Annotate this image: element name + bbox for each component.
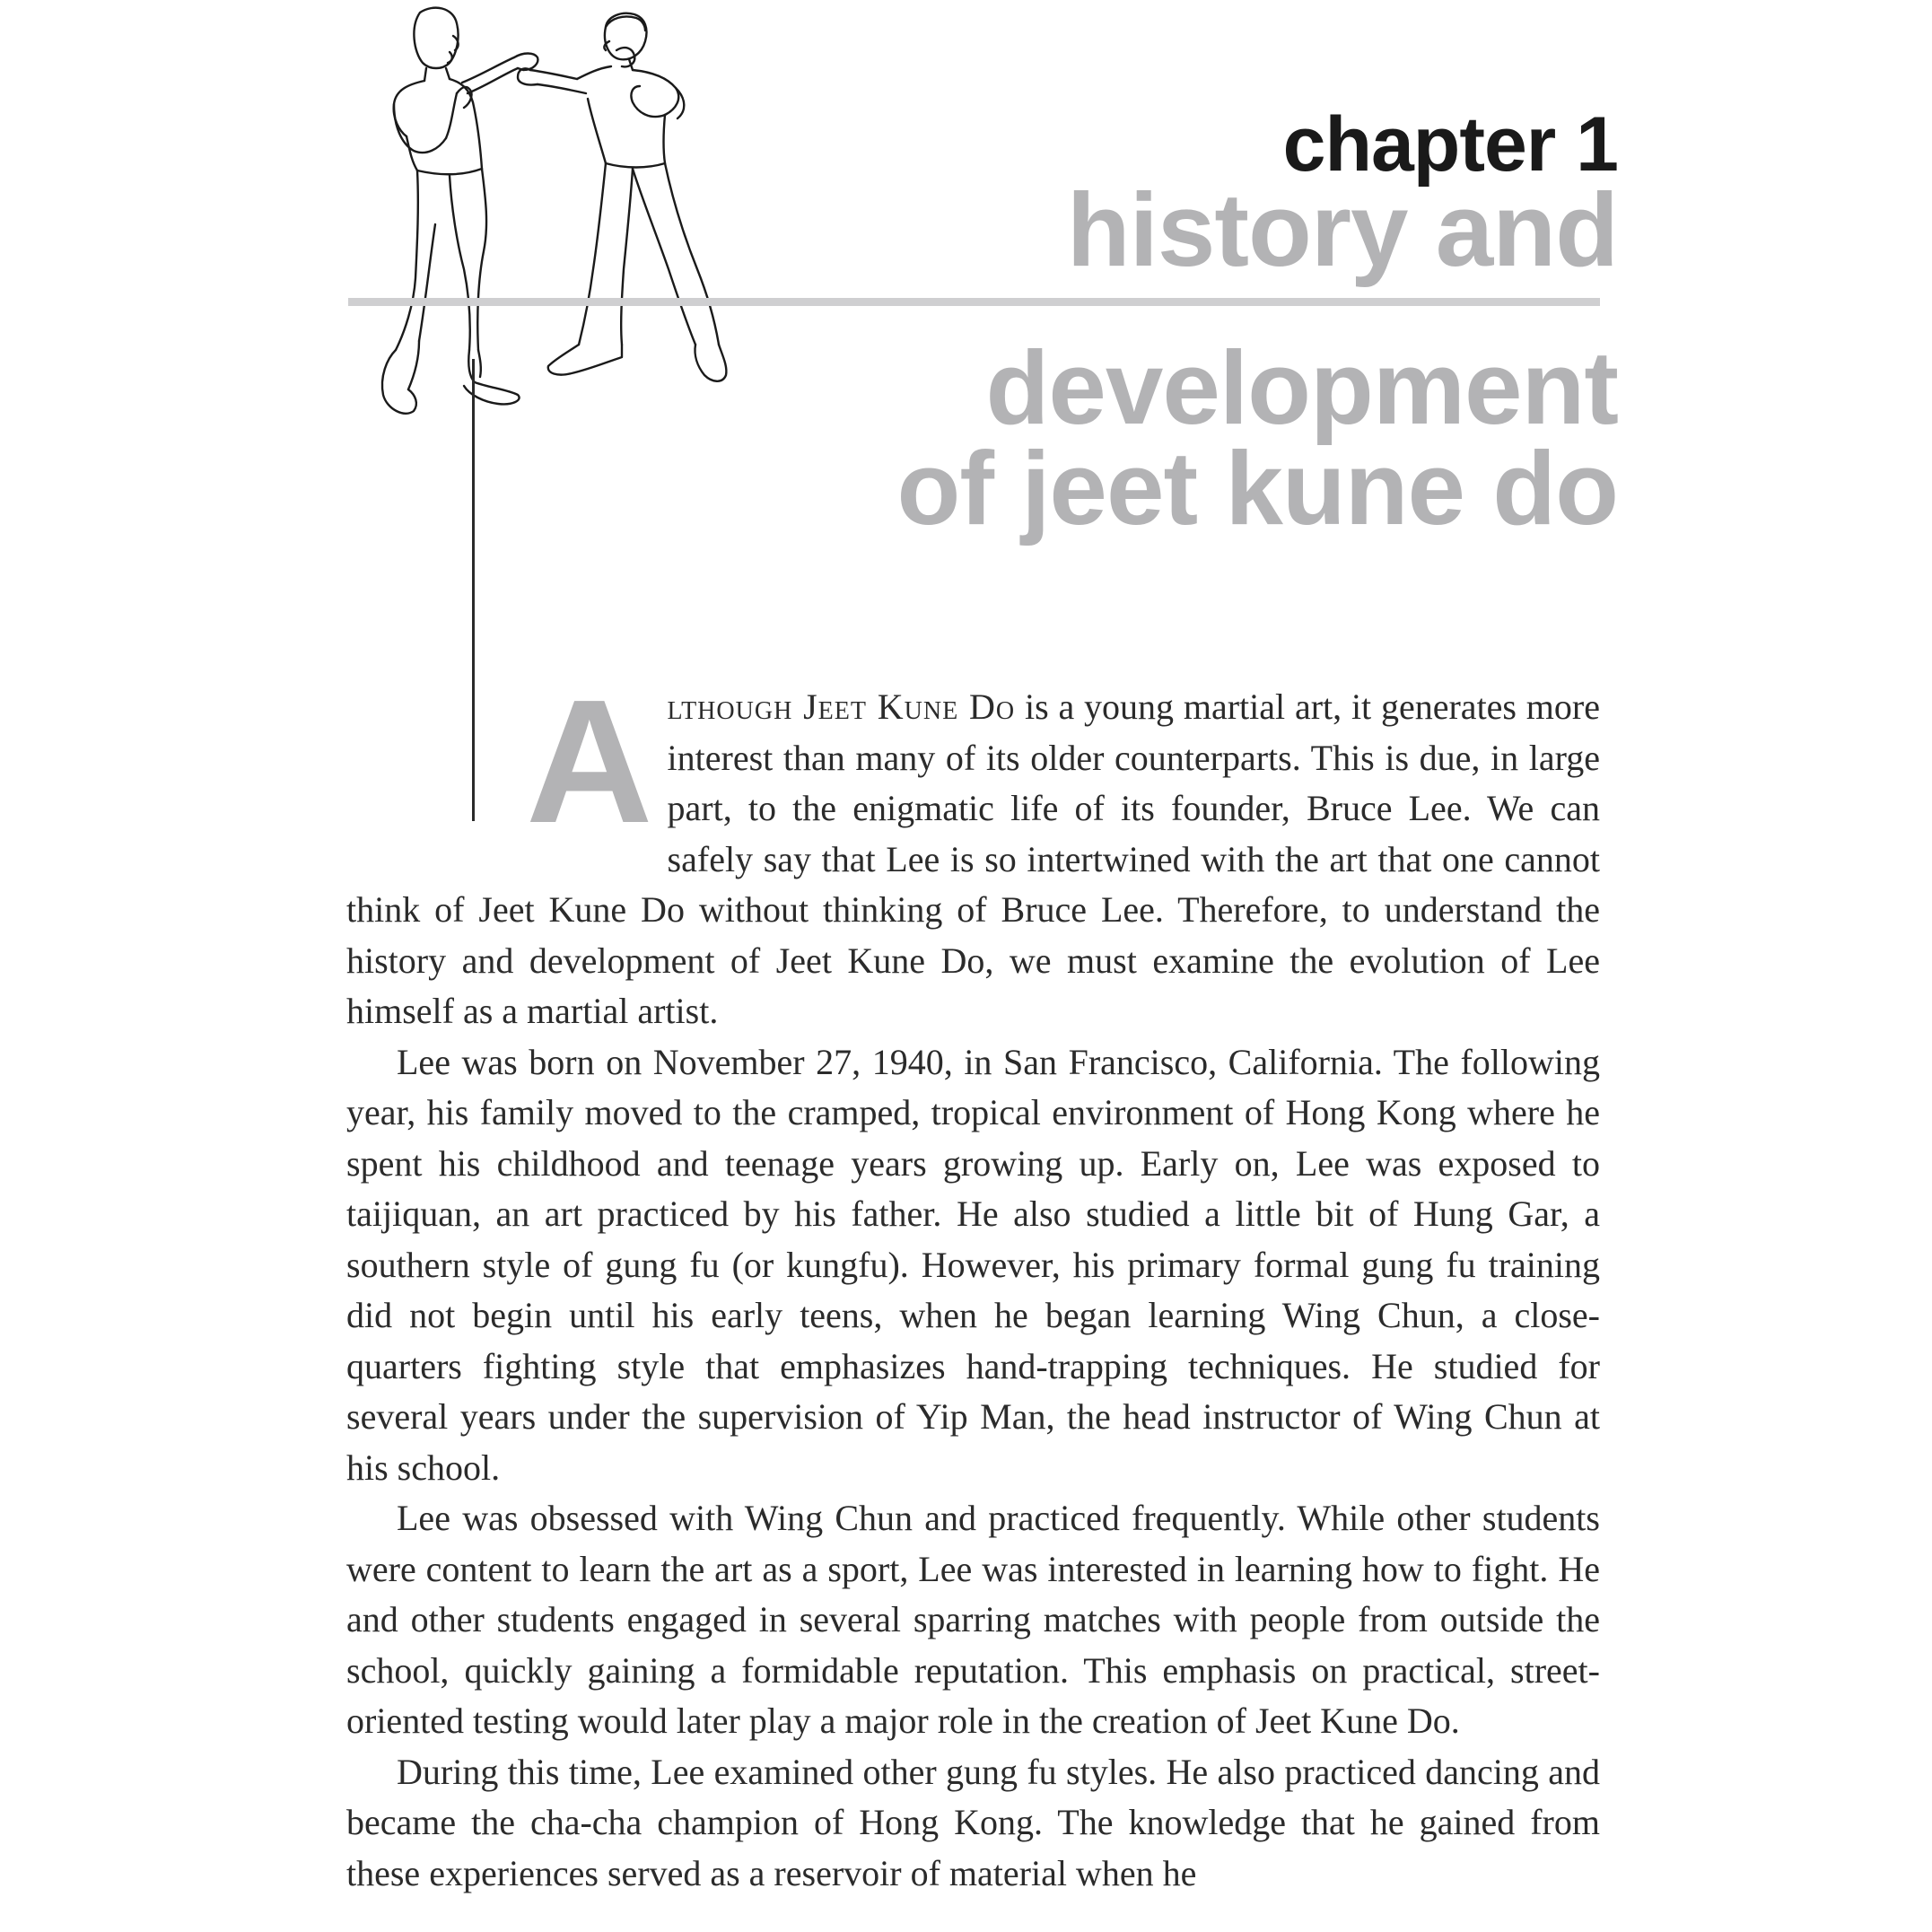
paragraph-4: During this time, Lee examined other gung fu styles. He also practiced dancing and became the cha-cha champion of Hong Kong. The knowledge that he gained from these experiences served as a reservoir of material when he: [346, 1751, 1600, 1893]
drop-cap: A: [526, 663, 653, 860]
chapter-label: chapter 1: [1282, 101, 1618, 188]
paragraph-1-text: is a young martial art, it generates more interest than many of its older counterparts. This is due, in large part, to the enigmatic life of its founder, Bruce Lee. We can safely say that Lee is so intertwined with the art that one cannot think of Jeet Kune Do without thinking of Bruce Lee. Therefore, to understand the history and development of Jeet Kune Do, we must examine the evolution of Lee himself as a martial artist.: [346, 686, 1600, 1031]
body-text: [346, 663, 1600, 1899]
paragraph-1: [346, 663, 1600, 1037]
chapter-title: [631, 171, 1618, 546]
paragraph-3: Lee was obsessed with Wing Chun and practiced frequently. While other students were content to learn the art as a sport, Lee was interested in learning how to fight. He and other students engaged in several sparring matches with people from outside the school, quickly gaining a formidable reputation. This emphasis on practical, street-oriented testing would later play a major role in the creation of Jeet Kune Do.: [346, 1498, 1600, 1741]
left-fighter-figure: [382, 8, 538, 414]
chapter-title-line-2: development: [985, 329, 1618, 446]
chapter-title-line-3: of jeet kune do: [896, 430, 1618, 546]
chapter-title-line-1: history and: [1066, 171, 1618, 288]
paragraph-2: Lee was born on November 27, 1940, in San Francisco, California. The following year, his family moved to the cramped, tropical environment of Hong Kong where he spent his childhood and teenage years growing up. Early on, Lee was exposed to taijiquan, an art practiced by his father. He also studied a little bit of Hung Gar, a southern style of gung fu (or kungfu). However, his primary formal gung fu training did not begin until his early teens, when he began learning Wing Chun, a close-quarters fighting style that emphasizes hand-trapping techniques. He studied for several years under the supervision of Yip Man, the head instructor of Wing Chun at his school.: [346, 1041, 1600, 1488]
opening-smallcaps: lthough Jeet Kune Do: [667, 686, 1016, 727]
